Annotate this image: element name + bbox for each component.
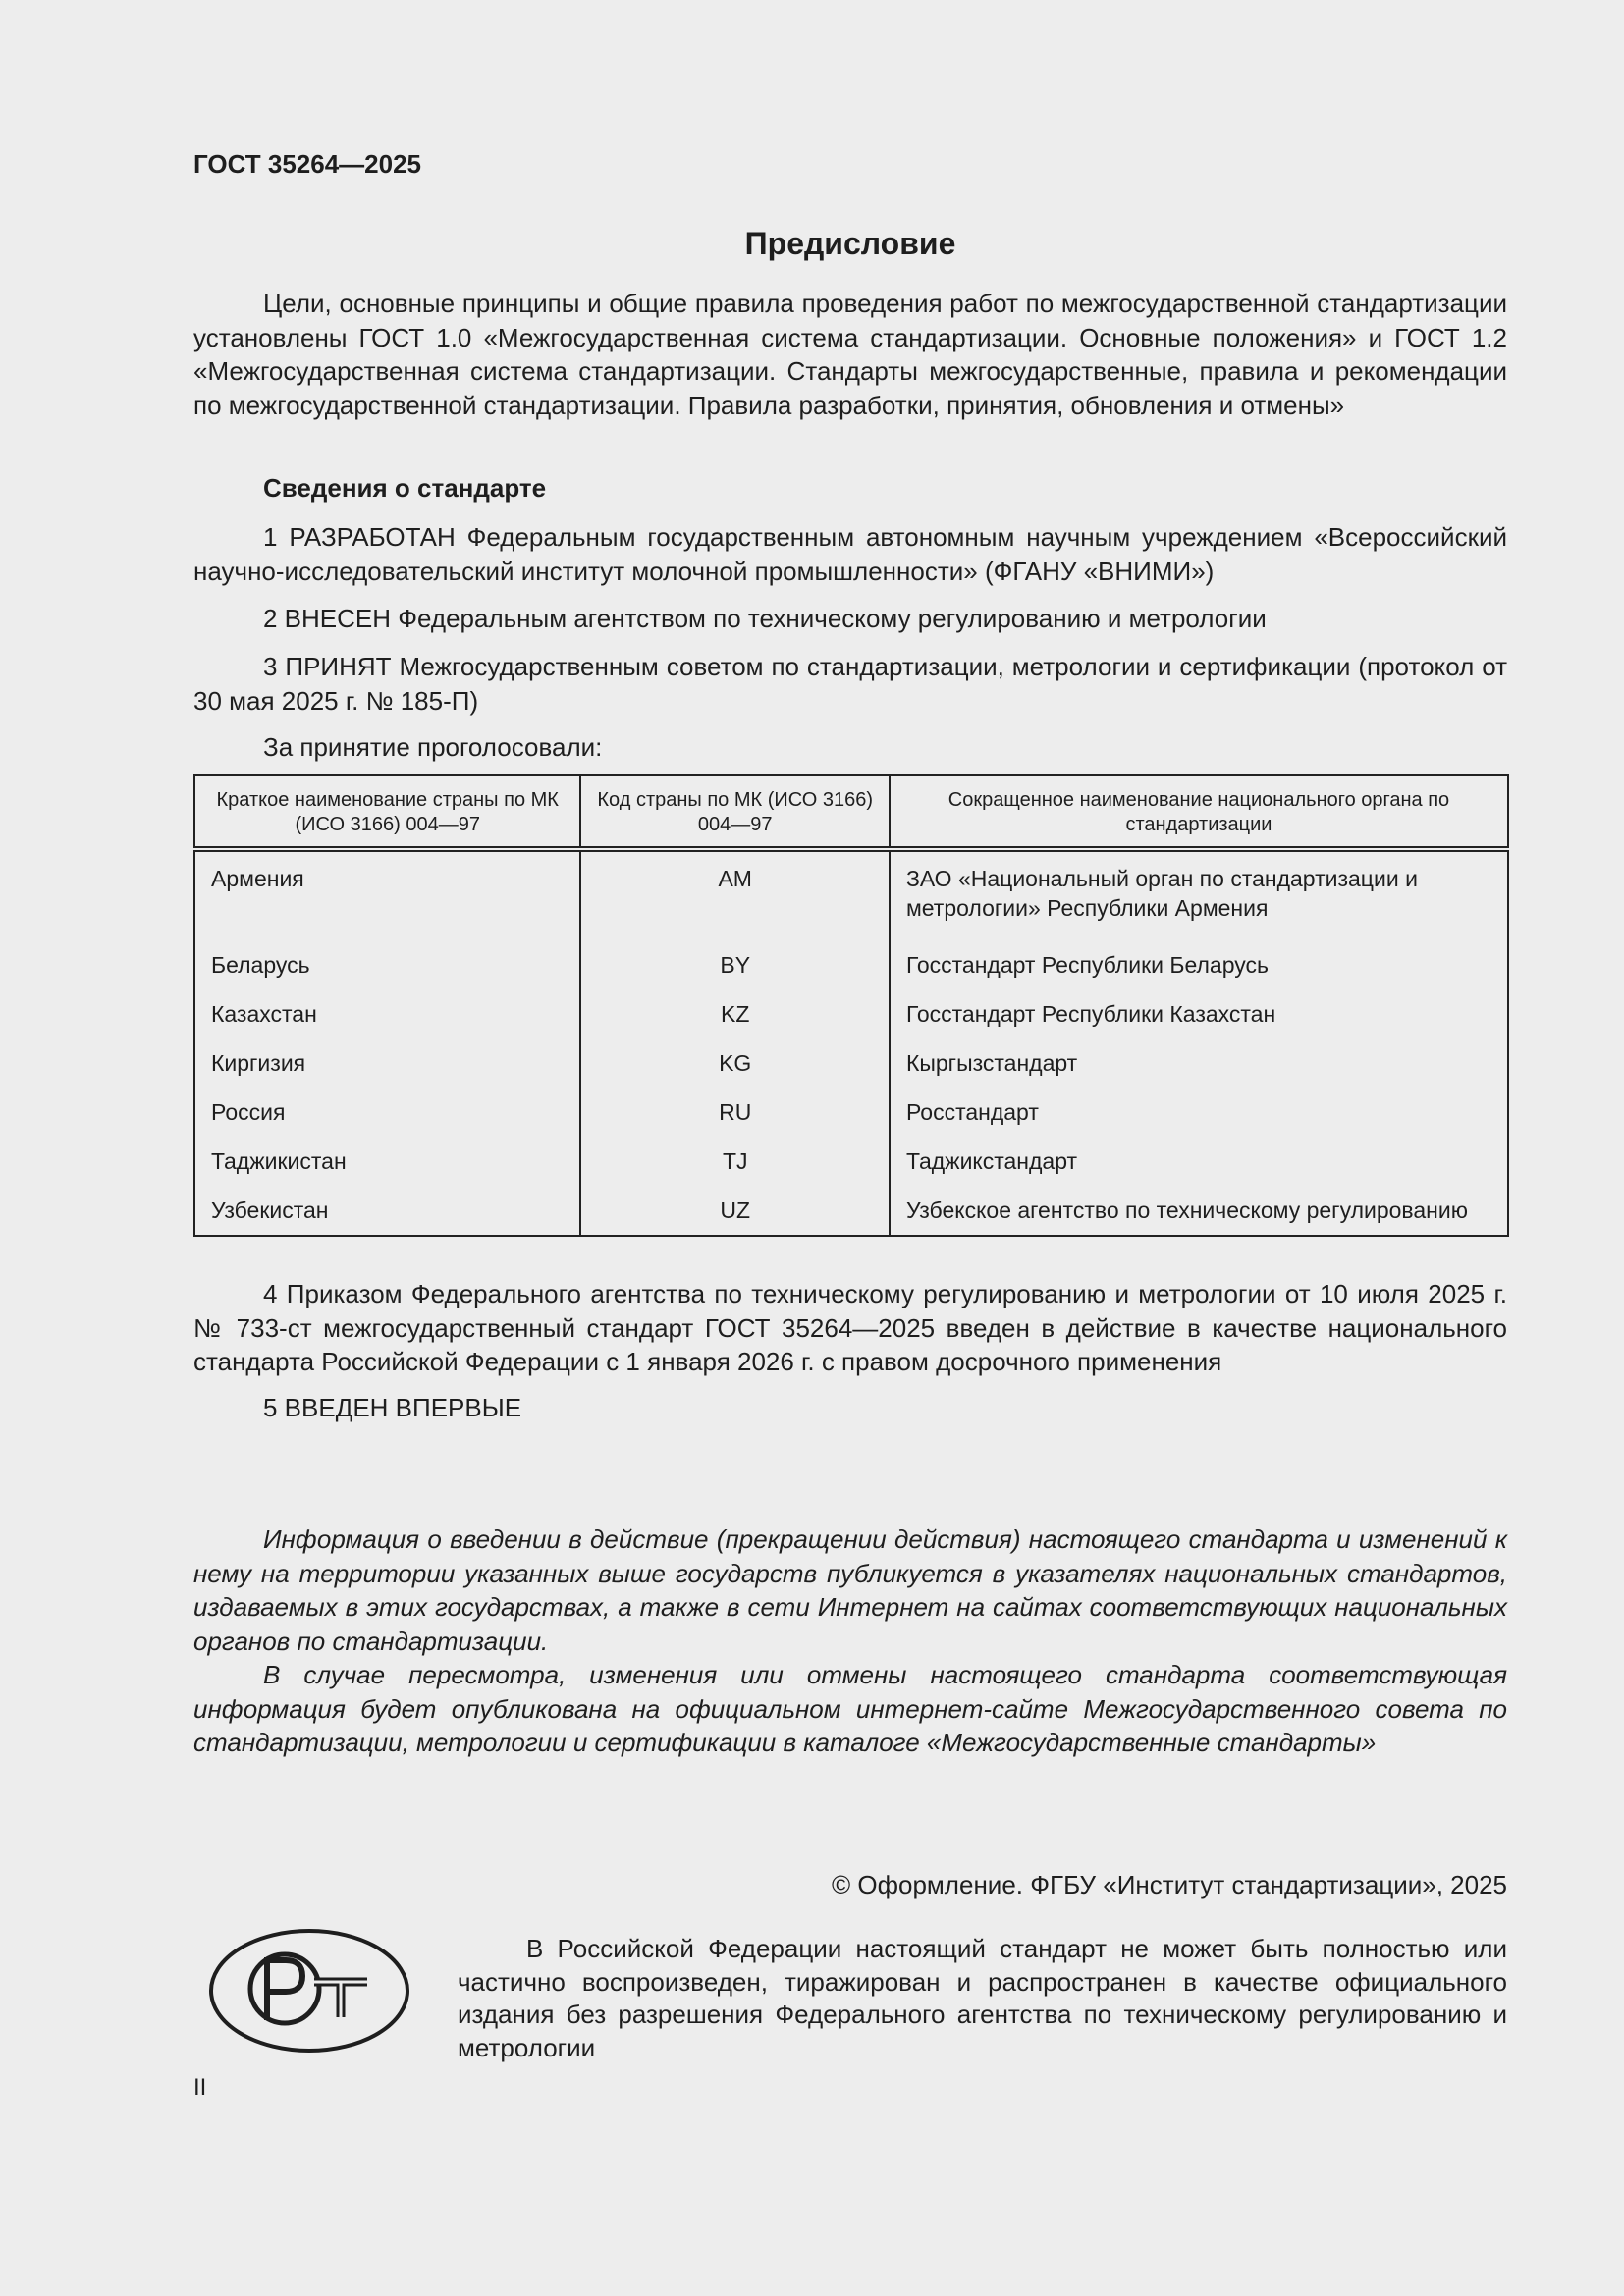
header-country-code: Код страны по МК (ИСО 3166) 004—97: [580, 775, 889, 849]
cell-code: KZ: [580, 989, 889, 1039]
item-first: 5 ВВЕДЕН ВПЕРВЫЕ: [263, 1393, 522, 1422]
reproduction-notice: [458, 1933, 1507, 2064]
standard-info-block: [193, 471, 1507, 506]
info-notes-block: [193, 1522, 1507, 1760]
header-national-body: Сокращенное наименование национального органа по стандартизации: [890, 775, 1508, 849]
cell-country: Киргизия: [194, 1039, 580, 1088]
intro-paragraph: Цели, основные принципы и общие правила проведения работ по межгосударственной стандартизации установлены ГОСТ 1.0 «Межгосударственная система стандартизации. Основные положения» и ГОСТ 1.2 «Межгосударственная система стандартизации. Стандарты межгосударственные, правила и рекомендации по межгосударственной стандартизации. Правила разработки, принятия, обновления и отмены»: [193, 289, 1507, 420]
table-row: [194, 1137, 1508, 1186]
item-submitted-block: [193, 602, 1507, 636]
table-row: [194, 849, 1508, 940]
copyright-line: © Оформление. ФГБУ «Институт стандартизации», 2025: [832, 1870, 1507, 1899]
cell-country: Беларусь: [194, 940, 580, 989]
table-row: [194, 940, 1508, 989]
item-voted: За принятие проголосовали:: [263, 732, 603, 762]
rst-certification-logo: [208, 1927, 410, 2055]
item-first-block: [193, 1391, 1507, 1425]
cell-country: Казахстан: [194, 989, 580, 1039]
item-order-block: [193, 1277, 1507, 1379]
cell-country: Армения: [194, 849, 580, 940]
item-adopted-block: [193, 650, 1507, 718]
cell-body: Кыргызстандарт: [890, 1039, 1508, 1088]
foreword-intro-block: [193, 287, 1507, 422]
item-developed-block: [193, 520, 1507, 588]
cell-body: Узбекское агентство по техническому регулированию: [890, 1186, 1508, 1236]
cell-country: Россия: [194, 1088, 580, 1137]
cell-code: BY: [580, 940, 889, 989]
page-title: Предисловие: [744, 226, 956, 261]
cell-body: Таджикстандарт: [890, 1137, 1508, 1186]
info-heading: Сведения о стандарте: [263, 473, 547, 503]
item-adopted: 3 ПРИНЯТ Межгосударственным советом по стандартизации, метрологии и сертификации (протокол от 30 мая 2025 г. № 185-П): [193, 652, 1507, 716]
cell-code: RU: [580, 1088, 889, 1137]
item-developed: 1 РАЗРАБОТАН Федеральным государственным автономным научным учреждением «Всероссийский научно-исследовательский институт молочной промышленности» (ФГАНУ «ВНИМИ»): [193, 522, 1507, 586]
page-number: II: [193, 2074, 207, 2101]
table-row: [194, 1186, 1508, 1236]
cell-body: Госстандарт Республики Казахстан: [890, 989, 1508, 1039]
info-note: Информация о введении в действие (прекращении действия) настоящего стандарта и изменений к нему на территории указанных выше государств публикуется в указателях национальных стандартов, издаваемых в этих государствах, а также в сети Интернет на сайтах соответствующих национальных органов по стандартизации.: [193, 1524, 1507, 1656]
cell-country: Таджикистан: [194, 1137, 580, 1186]
standard-code: ГОСТ 35264—2025: [193, 149, 421, 179]
notice-text: В Российской Федерации настоящий стандарт не может быть полностью или частично воспроизведен, тиражирован и распространен в качестве официального издания без разрешения Федерального агентства по техническому регулированию и метрологии: [458, 1934, 1507, 2062]
cell-code: UZ: [580, 1186, 889, 1236]
item-order: 4 Приказом Федерального агентства по техническому регулированию и метрологии от 10 июля 2025 г. № 733-ст межгосударственный стандарт ГОСТ 35264—2025 введен в действие в качестве национального стандарта Российской Федерации с 1 января 2026 г. с правом досрочного применения: [193, 1279, 1507, 1376]
table-row: [194, 1039, 1508, 1088]
item-submitted: 2 ВНЕСЕН Федеральным агентством по техническому регулированию и метрологии: [263, 604, 1267, 633]
cell-body: ЗАО «Национальный орган по стандартизации и метрологии» Республики Армения: [890, 849, 1508, 940]
cell-body: Росстандарт: [890, 1088, 1508, 1137]
table-header-row: [194, 775, 1508, 849]
cell-body: Госстандарт Республики Беларусь: [890, 940, 1508, 989]
voting-table: [193, 774, 1509, 1237]
cell-code: KG: [580, 1039, 889, 1088]
info-note: В случае пересмотра, изменения или отмены настоящего стандарта соответствующая информация будет опубликована на официальном интернет-сайте Межгосударственного совета по стандартизации, метрологии и сертификации в каталоге «Межгосударственные стандарты»: [193, 1660, 1507, 1757]
table-row: [194, 1088, 1508, 1137]
cell-code: TJ: [580, 1137, 889, 1186]
header-country-name: Краткое наименование страны по МК (ИСО 3166) 004—97: [194, 775, 580, 849]
item-voted-block: [193, 730, 1507, 765]
table-row: [194, 989, 1508, 1039]
cell-country: Узбекистан: [194, 1186, 580, 1236]
cell-code: AM: [580, 849, 889, 940]
